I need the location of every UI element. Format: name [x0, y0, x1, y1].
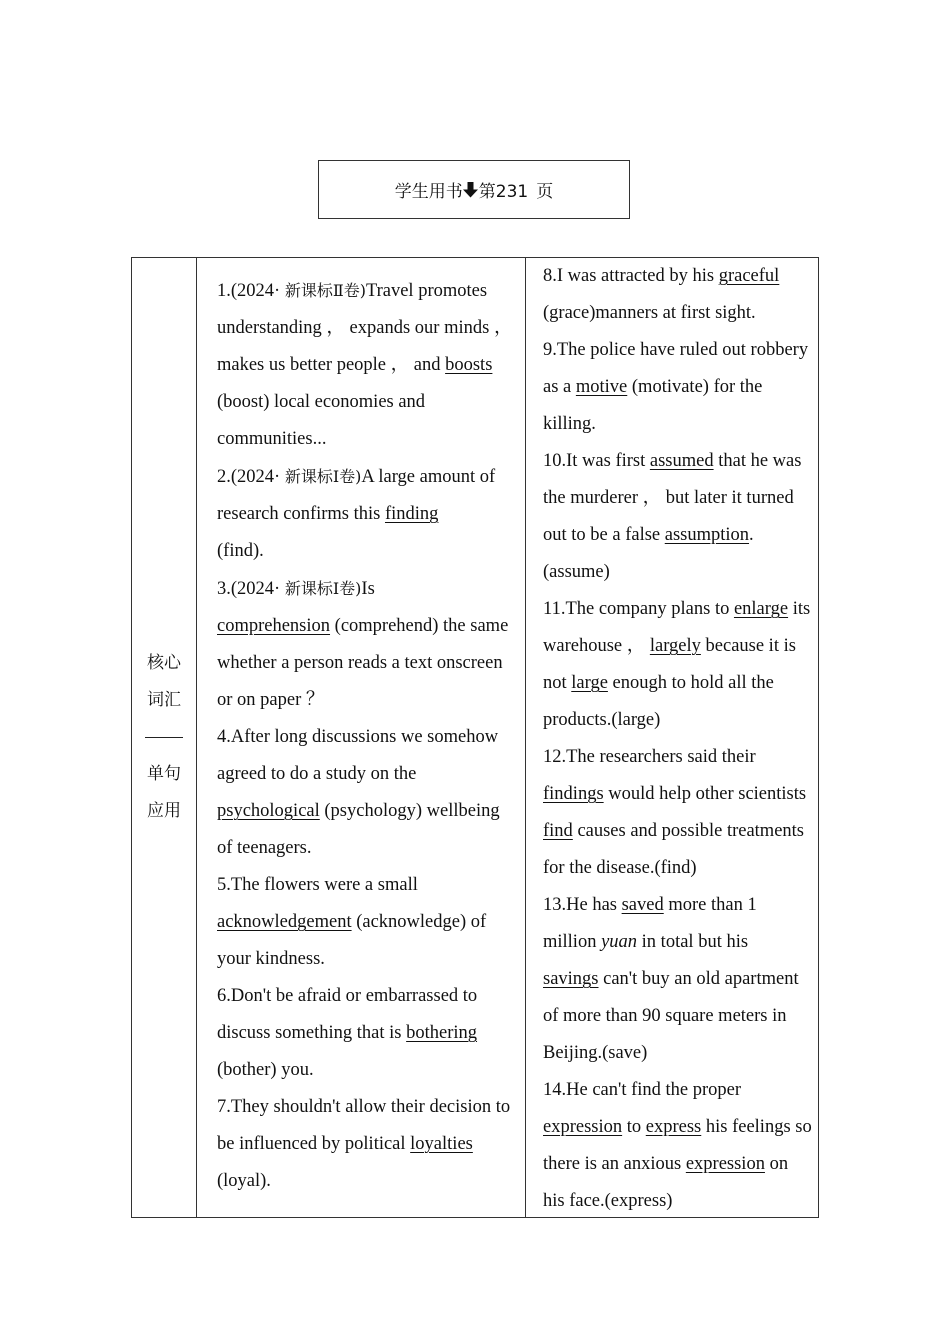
source-tag: 新课标Ⅰ卷): [284, 579, 362, 598]
answer-word: largely: [649, 636, 701, 656]
exercise-item-8: 8.I was attracted by his graceful (grace)manners at first sight.: [543, 266, 780, 323]
answer-word: finding: [384, 504, 439, 524]
category-line-1: 核心: [147, 653, 181, 673]
answer-word: loyalties: [410, 1134, 473, 1154]
answer-word: acknowledgement: [217, 912, 352, 932]
answer-word: savings: [543, 969, 599, 989]
answer-word: boosts: [445, 355, 493, 375]
vocabulary-exercise-table: [131, 257, 819, 1218]
answer-word: find: [543, 821, 573, 841]
header-prefix: 学生用书: [394, 182, 463, 202]
answer-word: findings: [543, 784, 604, 804]
answer-word: graceful: [718, 266, 780, 286]
category-line-4: 应用: [147, 801, 181, 821]
exercise-item-3: 3.(2024· 新课标Ⅰ卷)Is comprehension (comprehend) the same whether a person reads a text onscreen or on paper ？: [217, 579, 509, 710]
exercise-item-11: 11.The company plans to enlarge its warehouse ， largely because it is not large enough to hold all the products.(large): [543, 599, 811, 730]
exercise-item-2: 2.(2024· 新课标Ⅰ卷)A large amount of research confirms this finding (find).: [217, 467, 496, 561]
page-reference-header: [318, 160, 630, 219]
exercise-item-10: 10.It was first assumed that he was the murderer ， but later it turned out to be a false assumption. (assume): [543, 451, 802, 582]
exercise-item-6: 6.Don't be afraid or embarrassed to discuss something that is bothering (bother) you.: [217, 986, 478, 1080]
source-tag: 新课标Ⅰ卷): [284, 467, 362, 486]
answer-word: expression: [543, 1117, 623, 1137]
exercise-item-14: 14.He can't find the proper expression to express his feelings so there is an anxious expression on his face.(express): [543, 1080, 812, 1211]
exercise-column-left: [197, 258, 526, 1217]
answer-word: large: [571, 673, 608, 693]
header-page-number: 第231: [478, 182, 529, 202]
exercise-item-12: 12.The researchers said their findings would help other scientists find causes and possible treatments for the disease.(find): [543, 747, 807, 878]
italic-word: yuan: [601, 932, 638, 952]
header-page-suffix: 页: [536, 182, 554, 202]
category-line-2: 词汇: [147, 690, 181, 710]
category-cell: [132, 258, 197, 1217]
answer-word: psychological: [217, 801, 320, 821]
exercise-column-right: [526, 258, 818, 1217]
exercise-item-4: 4.After long discussions we somehow agreed to do a study on the psychological (psychology) wellbeing of teenagers.: [217, 727, 500, 858]
exercise-item-1: 1.(2024· 新课标Ⅱ卷)Travel promotes understanding ， expands our minds ， makes us better people ， and boosts (boost) local economies and communities...: [217, 281, 513, 449]
answer-word: enlarge: [733, 599, 789, 619]
exercise-item-7: 7.They shouldn't allow their decision to be influenced by political loyalties (loyal).: [217, 1097, 511, 1191]
answer-word: expression: [685, 1154, 765, 1174]
answer-word: express: [645, 1117, 702, 1137]
answer-word: motive: [575, 377, 628, 397]
answer-word: bothering: [406, 1023, 478, 1043]
answer-word: comprehension: [217, 616, 331, 636]
exercise-item-13: 13.He has saved more than 1 million yuan in total but his savings can't buy an old apartment of more than 90 square meters in Beijing.(save): [543, 895, 799, 1063]
answer-word: assumed: [649, 451, 714, 471]
exercise-item-9: 9.The police have ruled out robbery as a motive (motivate) for the killing.: [543, 340, 809, 434]
category-divider: [145, 719, 183, 756]
answer-word: assumption: [664, 525, 750, 545]
category-line-3: 单句: [147, 764, 181, 784]
down-arrow-icon: [463, 181, 478, 198]
answer-word: saved: [621, 895, 664, 915]
source-tag: 新课标Ⅱ卷): [284, 281, 366, 300]
exercise-item-5: 5.The flowers were a small acknowledgement (acknowledge) of your kindness.: [217, 875, 487, 969]
